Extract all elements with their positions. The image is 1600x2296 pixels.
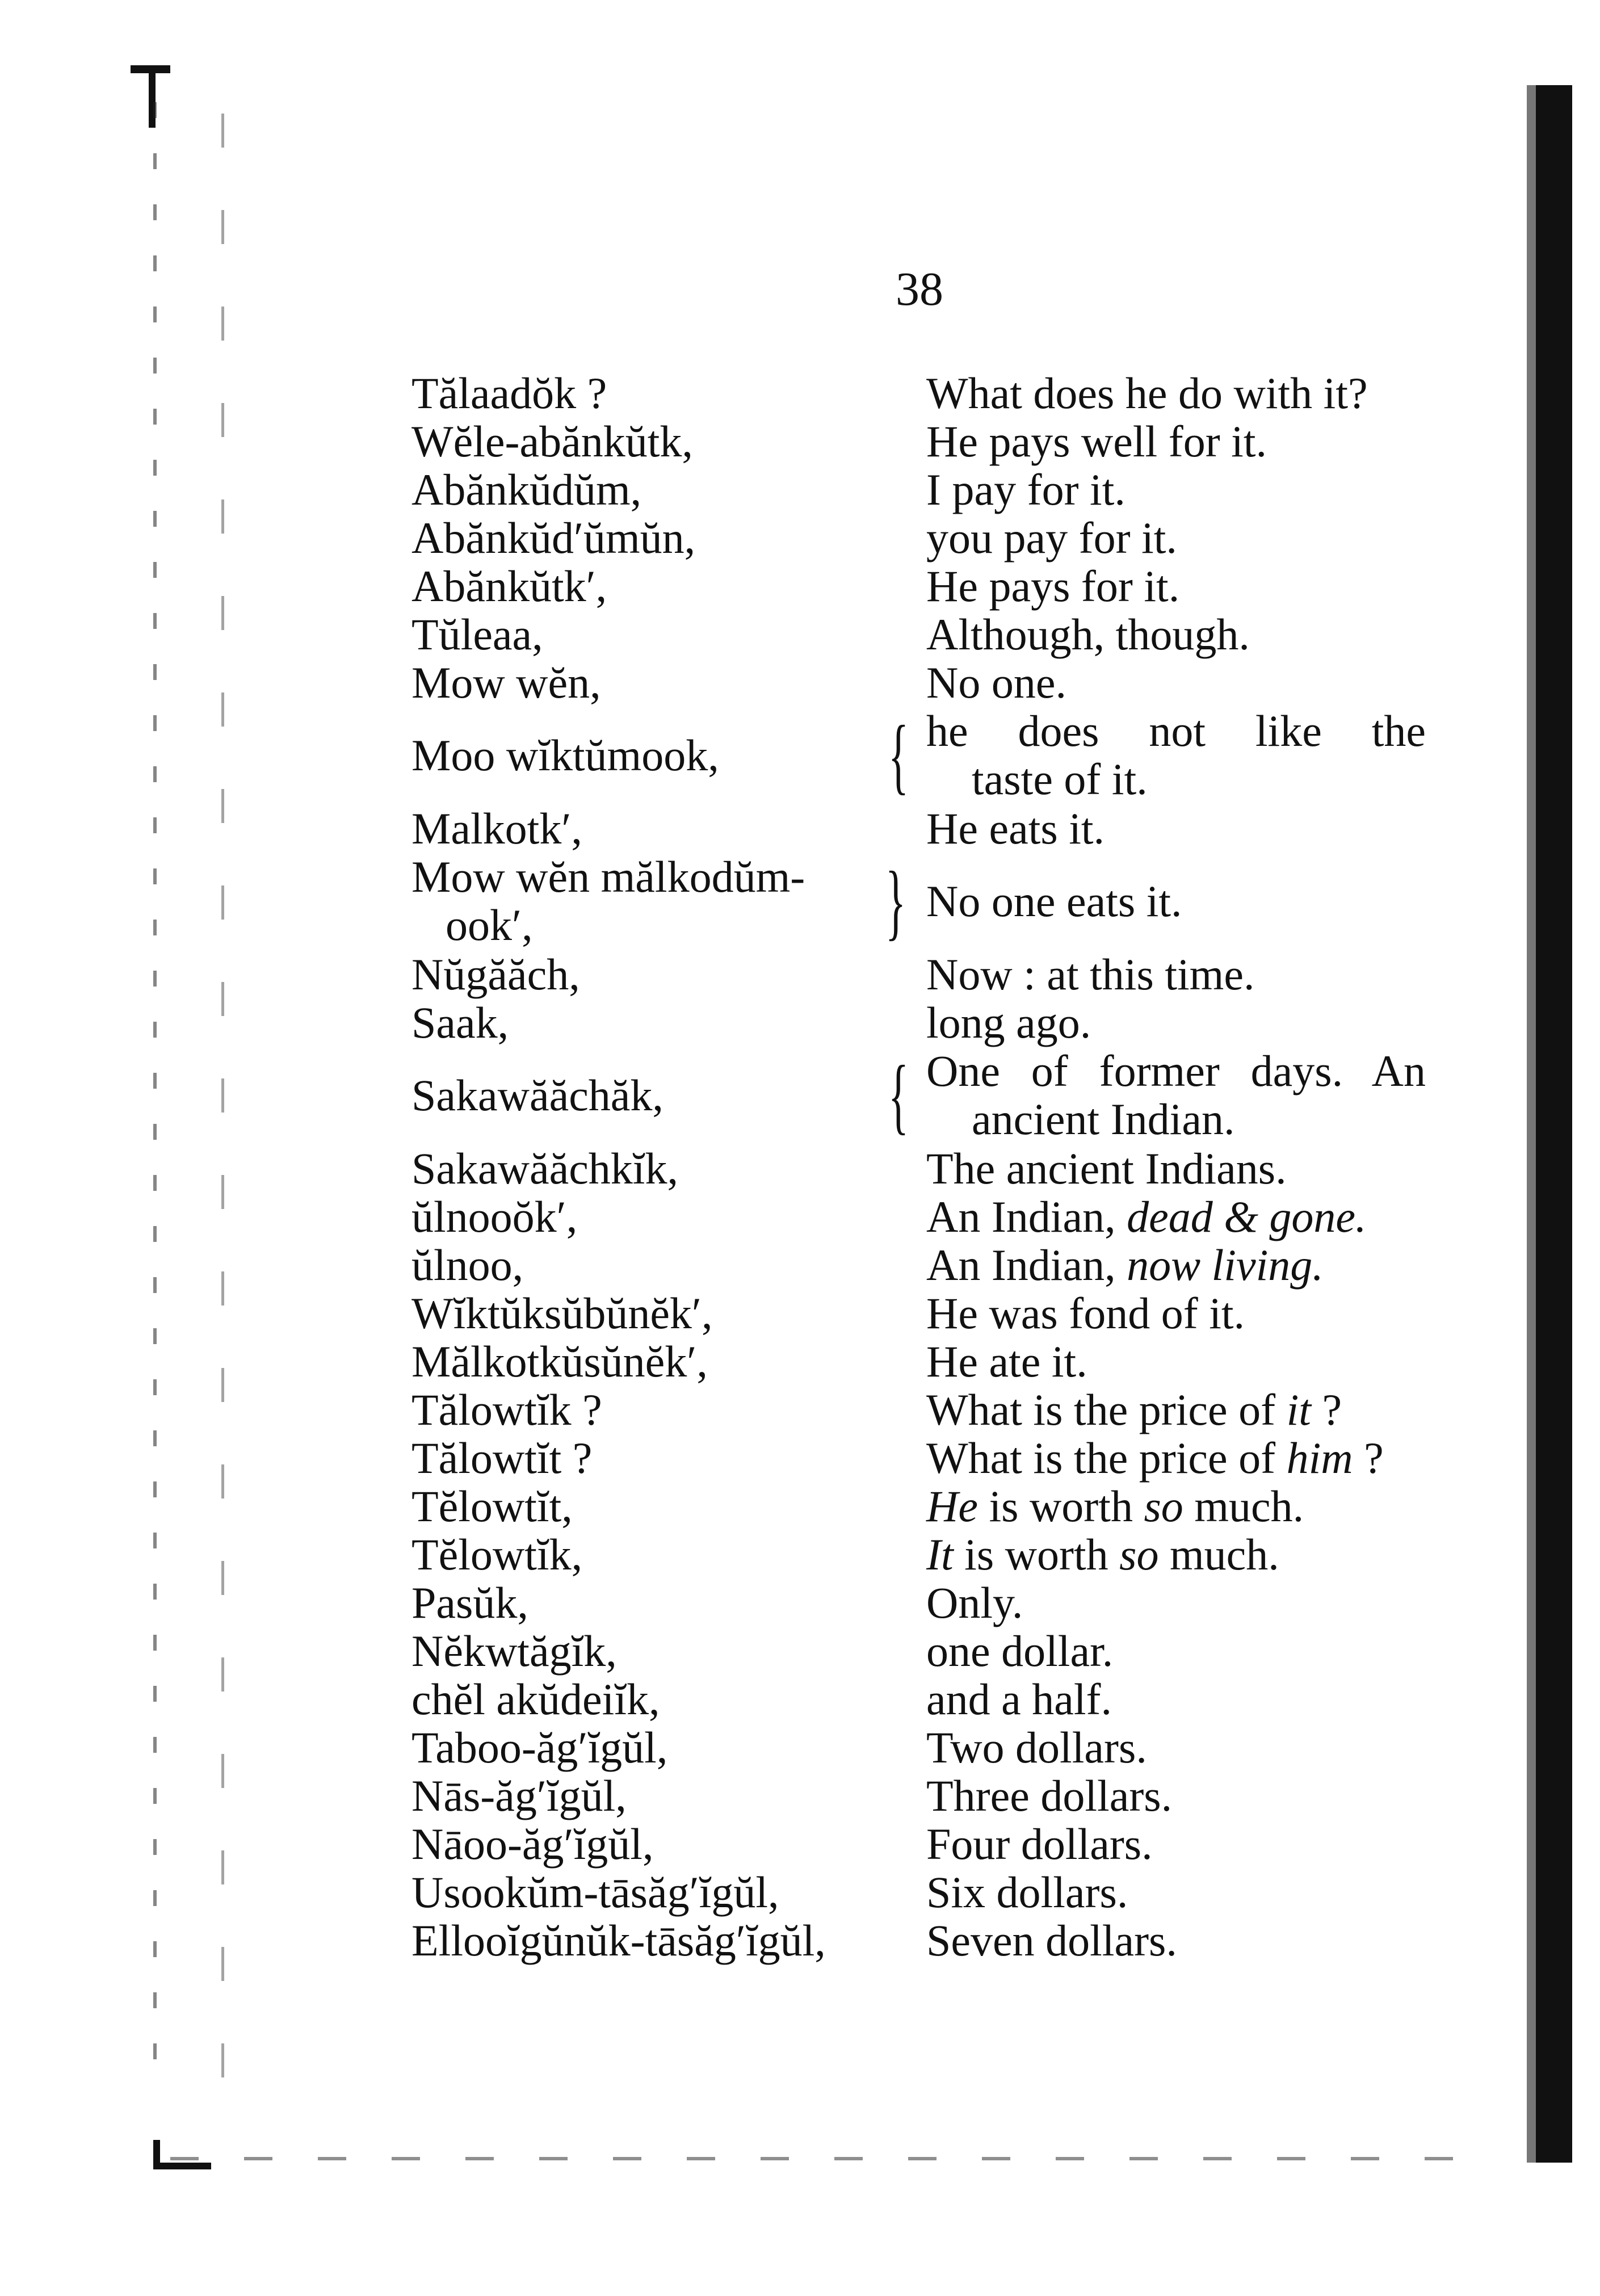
vocab-entry	[411, 1193, 1490, 1241]
vocab-entry	[411, 1530, 1490, 1579]
english-gloss	[926, 707, 1426, 803]
gloss-line-2: taste of it.	[972, 754, 1148, 804]
micmac-term: ŭlnooŏk′,	[411, 1192, 578, 1241]
gloss-text: is worth	[977, 1481, 1144, 1531]
english-gloss: Two dollars.	[926, 1723, 1147, 1772]
micmac-term: Sakawăăchkĭk,	[411, 1144, 678, 1193]
micmac-term: Nŭgăăch,	[411, 950, 580, 999]
english-gloss	[926, 1530, 1279, 1579]
vocab-entry	[411, 1337, 1490, 1386]
vocab-entry	[411, 1386, 1490, 1434]
english-gloss: The ancient Indians.	[926, 1144, 1287, 1193]
gloss-emphasis-2: so	[1144, 1481, 1183, 1531]
micmac-term: Taboo-ăg′ĭgŭl,	[411, 1723, 668, 1772]
gloss-text: An Indian,	[926, 1240, 1127, 1290]
micmac-term: Nāoo-ăg′ĭgŭl,	[411, 1819, 654, 1869]
left-margin-dashes	[153, 102, 157, 2089]
open-brace: {	[888, 1048, 909, 1143]
micmac-term: Usookŭm-tāsăg′ĭgŭl,	[411, 1867, 779, 1917]
english-gloss: He pays well for it.	[926, 417, 1267, 466]
gloss-text-end: ?	[1311, 1385, 1342, 1434]
vocab-entry	[411, 853, 1490, 950]
vocab-entry	[411, 1144, 1490, 1193]
vocab-entry	[411, 1434, 1490, 1482]
english-gloss: Although, though.	[926, 610, 1250, 659]
vocab-entry	[411, 1916, 1490, 1965]
vocab-entry	[411, 1675, 1490, 1723]
micmac-term: Saak,	[411, 998, 509, 1047]
close-brace: }	[885, 854, 906, 948]
english-gloss: Six dollars.	[926, 1867, 1128, 1917]
vocab-entry	[411, 417, 1490, 465]
micmac-term: Wĭktŭksŭbŭnĕk′,	[411, 1288, 713, 1338]
micmac-term: Wĕle-abănkŭtk,	[411, 417, 693, 466]
vocab-entry	[411, 804, 1490, 853]
vocab-entry	[411, 514, 1490, 562]
gloss-emphasis: now living.	[1127, 1240, 1324, 1290]
vocab-entry	[411, 1868, 1490, 1916]
micmac-term: Mow wĕn,	[411, 658, 601, 707]
english-gloss: Three dollars.	[926, 1771, 1173, 1820]
english-gloss: He eats it.	[926, 804, 1105, 853]
vocab-entry	[411, 1047, 1490, 1144]
micmac-term: Tălaadŏk ?	[411, 368, 607, 418]
micmac-term: Malkotk′,	[411, 804, 582, 853]
english-gloss: No one eats it.	[926, 876, 1182, 926]
gloss-text: What is the price of	[926, 1433, 1287, 1483]
gloss-emphasis: It	[926, 1530, 954, 1579]
corner-mark	[153, 2140, 211, 2169]
vocab-entry	[411, 1627, 1490, 1675]
english-gloss: What does he do with it?	[926, 368, 1368, 418]
english-gloss: Only.	[926, 1578, 1023, 1627]
english-gloss: He pays for it.	[926, 561, 1180, 611]
vocab-entry	[411, 707, 1490, 804]
vocab-entry	[411, 465, 1490, 514]
gloss-text: An Indian,	[926, 1192, 1127, 1241]
bottom-margin-dashes	[170, 2157, 1476, 2160]
open-brace: {	[888, 708, 909, 803]
gloss-emphasis: him	[1286, 1433, 1353, 1483]
vocab-entry	[411, 1723, 1490, 1772]
vocab-entry	[411, 1241, 1490, 1289]
english-gloss	[926, 1047, 1426, 1143]
micmac-term: Tŭleaa,	[411, 610, 543, 659]
micmac-term: Tălowtĭt ?	[411, 1433, 593, 1483]
micmac-term: Pasŭk,	[411, 1578, 528, 1627]
vocab-entry	[411, 950, 1490, 998]
english-gloss: No one.	[926, 658, 1066, 707]
micmac-term: Sakawăăchăk,	[411, 1071, 663, 1120]
english-gloss	[926, 1386, 1342, 1434]
english-gloss	[926, 1193, 1367, 1241]
micmac-term: Tĕlowtĭt,	[411, 1481, 573, 1531]
gloss-emphasis: He	[926, 1481, 978, 1531]
vocab-entry	[411, 610, 1490, 658]
english-gloss	[926, 1482, 1304, 1530]
micmac-term: Abănkŭdŭm,	[411, 465, 642, 514]
gloss-emphasis-2: so	[1119, 1530, 1159, 1579]
micmac-term: chĕl akŭdeiĭk,	[411, 1674, 660, 1724]
term-line-2: ook′,	[446, 900, 533, 950]
micmac-term	[411, 853, 805, 949]
micmac-term: Tĕlowtĭk,	[411, 1530, 583, 1579]
gloss-text-end: ?	[1353, 1433, 1384, 1483]
vocab-entry	[411, 658, 1490, 707]
vocab-entry	[411, 369, 1490, 417]
micmac-term: Nās-ăg′ĭgŭl,	[411, 1771, 627, 1820]
vocab-entry	[411, 1482, 1490, 1530]
vocab-entry	[411, 1772, 1490, 1820]
gloss-line-1: One of former days. An	[926, 1046, 1426, 1095]
english-gloss: He was fond of it.	[926, 1288, 1245, 1338]
english-gloss: He ate it.	[926, 1337, 1087, 1386]
micmac-term: Abănkŭd′ŭmŭn,	[411, 513, 696, 563]
english-gloss: long ago.	[926, 998, 1091, 1047]
english-gloss: Now : at this time.	[926, 950, 1255, 999]
gloss-text: What is the price of	[926, 1385, 1287, 1434]
english-gloss: and a half.	[926, 1674, 1112, 1724]
vocab-entry	[411, 1579, 1490, 1627]
micmac-term: Abănkŭtk′,	[411, 561, 607, 611]
gloss-emphasis: dead & gone.	[1127, 1192, 1367, 1241]
gloss-emphasis: it	[1286, 1385, 1311, 1434]
page-number: 38	[896, 263, 943, 316]
micmac-term: Moo wĭktŭmook,	[411, 731, 719, 780]
english-gloss: I pay for it.	[926, 465, 1126, 514]
english-gloss	[926, 1434, 1384, 1482]
page-edge-shadow	[1527, 85, 1572, 2163]
vocab-entry	[411, 1289, 1490, 1337]
english-gloss	[926, 1241, 1324, 1289]
vocab-entry	[411, 562, 1490, 610]
micmac-term: ŭlnoo,	[411, 1240, 524, 1290]
micmac-term: Ellooĭgŭnŭk-tāsăg′ĭgŭl,	[411, 1916, 826, 1965]
gloss-text-end: much.	[1183, 1481, 1304, 1531]
english-gloss: you pay for it.	[926, 513, 1177, 563]
vocabulary-list	[411, 369, 1490, 1965]
micmac-term: Tălowtĭk ?	[411, 1385, 602, 1434]
gloss-text: is worth	[953, 1530, 1120, 1579]
vocab-entry	[411, 998, 1490, 1047]
gloss-line-2: ancient Indian.	[972, 1094, 1235, 1144]
gloss-text-end: much.	[1158, 1530, 1279, 1579]
term-line-1: Mow wĕn mălkodŭm-	[411, 852, 805, 901]
micmac-term: Nĕkwtăgĭk,	[411, 1626, 617, 1676]
vocab-entry	[411, 1820, 1490, 1868]
english-gloss: one dollar.	[926, 1626, 1114, 1676]
english-gloss: Seven dollars.	[926, 1916, 1177, 1965]
micmac-term: Mălkotkŭsŭnĕk′,	[411, 1337, 708, 1386]
left-margin-dashes-inner	[221, 114, 224, 2089]
english-gloss: Four dollars.	[926, 1819, 1153, 1869]
gloss-line-1: he does not like the	[926, 706, 1426, 755]
